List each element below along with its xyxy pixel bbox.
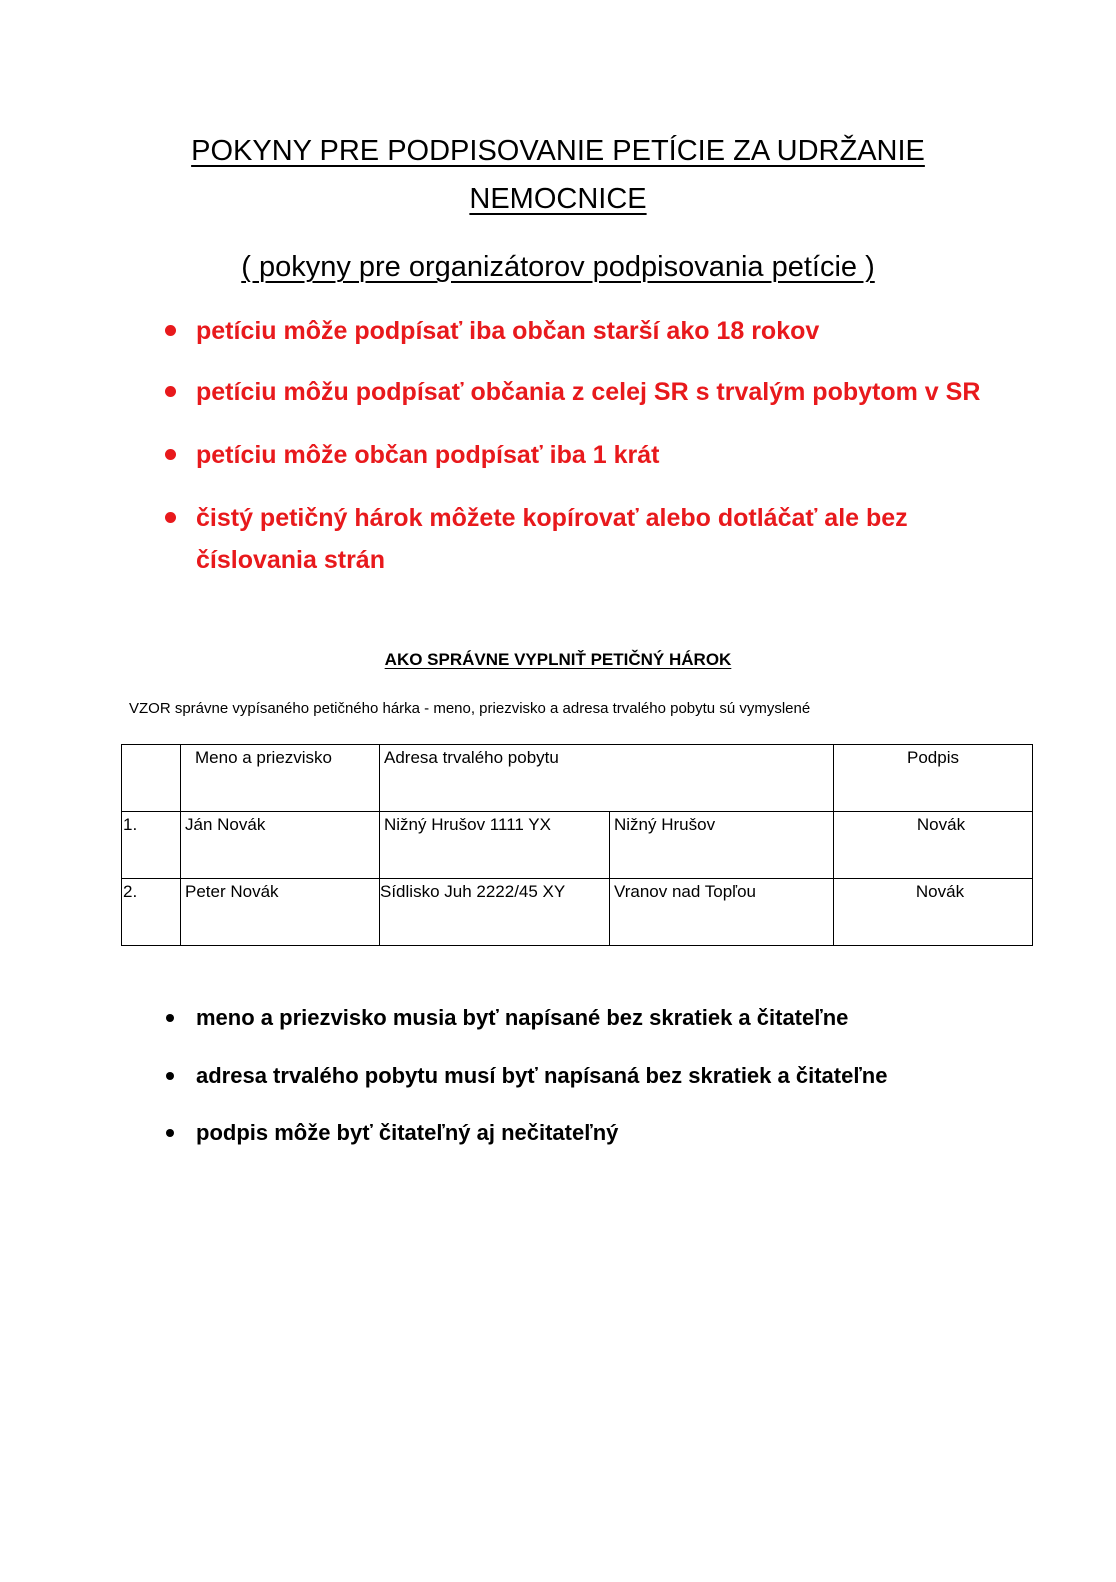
table-header-signature: Podpis <box>834 745 1033 812</box>
note-item <box>160 1058 888 1094</box>
note-text: adresa trvalého pobytu musí byť napísaná bez skratiek a čitateľne <box>196 1063 888 1088</box>
note-item <box>160 1115 618 1151</box>
table-row <box>122 812 1033 879</box>
bullet-icon <box>165 386 176 397</box>
note-text: podpis môže byť čitateľný aj nečitateľný <box>196 1120 619 1145</box>
table-header-address: Adresa trvalého pobytu <box>380 745 834 812</box>
row-number: 1. <box>122 812 181 879</box>
note-item <box>160 1000 848 1036</box>
bullet-icon <box>165 325 176 336</box>
page-title-line-2: NEMOCNICE <box>469 183 647 215</box>
page-subtitle: ( pokyny pre organizátorov podpisovania petície ) <box>241 251 875 283</box>
row-name: Peter Novák <box>181 879 380 946</box>
row-signature: Novák <box>834 812 1033 879</box>
bullet-icon <box>165 449 176 460</box>
rule-item <box>160 497 908 539</box>
sample-petition-table <box>121 744 1033 946</box>
row-name: Ján Novák <box>181 812 380 879</box>
table-row <box>122 879 1033 946</box>
rule-text: petíciu môže podpísať iba občan starší ako 18 rokov <box>196 317 820 345</box>
rule-text: čistý petičný hárok môžete kopírovať alebo dotláčať ale bez <box>196 504 908 532</box>
table-cell-number-header <box>122 745 181 812</box>
rule-text: číslovania strán <box>196 546 385 574</box>
rule-item <box>160 434 659 476</box>
section-heading: AKO SPRÁVNE VYPLNIŤ PETIČNÝ HÁROK <box>384 650 732 669</box>
rule-item <box>160 310 819 352</box>
row-street: Nižný Hrušov 1111 YX <box>380 812 610 879</box>
table-header-row <box>122 745 1033 812</box>
bullet-icon <box>165 512 176 523</box>
sample-note: VZOR správne vypísaného petičného hárka - meno, priezvisko a adresa trvalého pobytu sú vymyslené <box>129 700 811 717</box>
row-town: Nižný Hrušov <box>610 812 834 879</box>
bullet-icon <box>166 1072 174 1080</box>
table-header-name: Meno a priezvisko <box>181 745 380 812</box>
bullet-icon <box>166 1129 174 1137</box>
row-number: 2. <box>122 879 181 946</box>
note-text: meno a priezvisko musia byť napísané bez skratiek a čitateľne <box>196 1005 849 1030</box>
rule-item-continuation <box>160 539 385 581</box>
page-title-line-1: POKYNY PRE PODPISOVANIE PETÍCIE ZA UDRŽANIE <box>191 135 925 167</box>
rule-text: petíciu môže občan podpísať iba 1 krát <box>196 441 660 469</box>
row-town: Vranov nad Topľou <box>610 879 834 946</box>
bullet-icon <box>166 1014 174 1022</box>
row-street: Sídlisko Juh 2222/45 XY <box>380 879 610 946</box>
row-signature: Novák <box>834 879 1033 946</box>
rule-text: petíciu môžu podpísať občania z celej SR s trvalým pobytom v SR <box>196 378 981 406</box>
rule-item <box>160 371 980 413</box>
